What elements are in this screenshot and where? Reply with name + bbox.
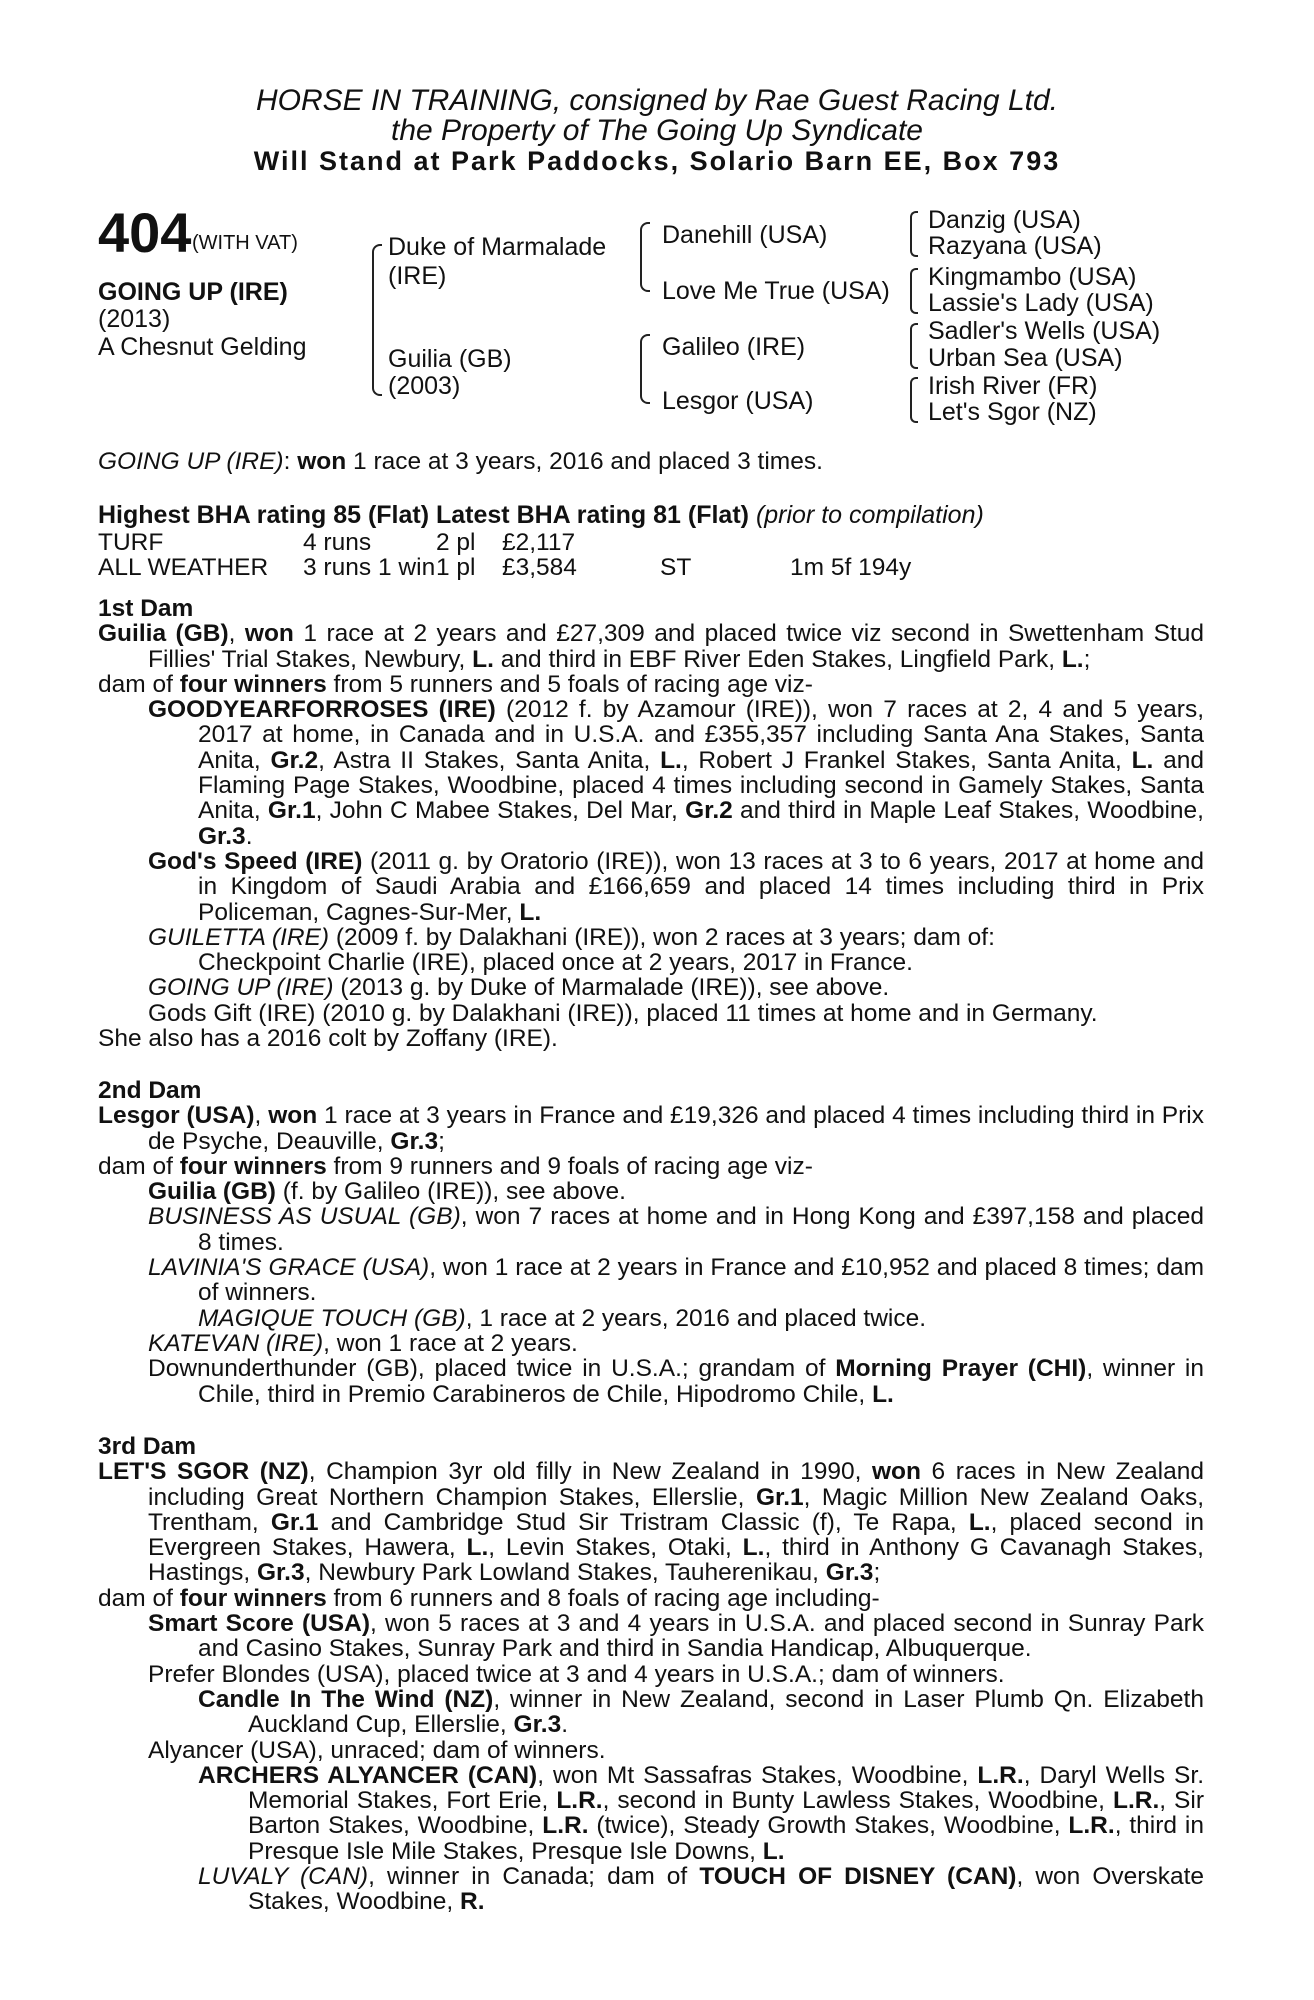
pedigree-bracket — [640, 222, 650, 292]
progeny-entry: Downunderthunder (GB), placed twice in U.S.A.; grandam of Morning Prayer (CHI), winner in Chile, third in Premio Carabineros de Chile, Hipodromo Chile, L. — [148, 1355, 1204, 1408]
progeny-entry: Guilia (GB) (f. by Galileo (IRE)), see above. — [148, 1178, 626, 1206]
progeny-entry: Alyancer (USA), unraced; dam of winners. — [148, 1736, 606, 1764]
dam-of-line: dam of four winners from 9 runners and 9 foals of racing age viz- — [98, 1152, 813, 1180]
progeny-entry: Smart Score (USA), won 5 races at 3 and 4 years in U.S.A. and placed second in Sunray Park and Casino Stakes, Sunray Park and third in Sandia Handicap, Albuquerque. — [148, 1610, 1205, 1663]
pedigree-bracket — [640, 334, 650, 404]
progeny-entry: Gods Gift (IRE) (2010 g. by Dalakhani (IRE)), placed 11 times at home and in Germany. — [148, 999, 1098, 1027]
dam-intro: Guilia (GB), won 1 race at 2 years and £27,309 and placed twice viz second in Swettenham Stud Fillies' Trial Stakes, Newbury, L. and third in EBF River Eden Stakes, Lingfield Park, L.; — [98, 620, 1204, 673]
progeny-entry: Checkpoint Charlie (IRE), placed once at 2 years, 2017 in France. — [198, 949, 913, 977]
pedigree-bracket — [910, 323, 918, 369]
pedigree-gg-2: Razyana (USA) — [928, 232, 1102, 260]
horse-name: GOING UP (IRE) — [98, 278, 288, 306]
pedigree-gg-8: Let's Sgor (NZ) — [928, 398, 1097, 426]
progeny-entry: LAVINIA'S GRACE (USA), won 1 race at 2 years in France and £10,952 and placed 8 times; dam of winners. — [148, 1254, 1204, 1307]
pedigree-dam-dam: Lesgor (USA) — [662, 387, 814, 415]
pedigree-sire-sire: Danehill (USA) — [662, 221, 828, 249]
pedigree-dam-year: (2003) — [388, 372, 461, 400]
pedigree-bracket — [910, 377, 918, 423]
summary-name: GOING UP (IRE) — [98, 448, 284, 475]
pedigree-bracket — [372, 244, 382, 396]
horse-year: (2013) — [98, 305, 171, 333]
table-row: TURF 4 runs 2 pl £2,117 — [98, 529, 576, 556]
pedigree-gg-4: Lassie's Lady (USA) — [928, 289, 1154, 317]
pedigree-sire-dam: Love Me True (USA) — [662, 277, 890, 305]
progeny-entry: LUVALY (CAN), winner in Canada; dam of TOUCH OF DISNEY (CAN), won Overskate Stakes, Woodbine, R. — [198, 1863, 1205, 1916]
horse-description: A Chesnut Gelding — [98, 333, 307, 361]
pedigree-gg-3: Kingmambo (USA) — [928, 263, 1137, 291]
progeny-entry: ARCHERS ALYANCER (CAN), won Mt Sassafras Stakes, Woodbine, L.R., Daryl Wells Sr. Memorial Stakes, Fort Erie, L.R., second in Bunty Lawless Stakes, Woodbine, L.R., Sir Barton Stakes, Woodbine, L.R. (twice), Steady Growth Stakes, Woodbine, L.R., third in Presque Isle Mile Stakes, Presque Isle Downs, L. — [198, 1761, 1205, 1865]
progeny-entry: God's Speed (IRE) (2011 g. by Oratorio (IRE)), won 13 races at 3 to 6 years, 2017 at home and in Kingdom of Saudi Arabia and £166,659 and placed 14 times including third in Prix Policeman, Cagnes-Sur-Mer, L. — [148, 847, 1204, 926]
race-record-table — [98, 530, 911, 580]
section-title: 2nd Dam — [98, 1077, 202, 1104]
vat-label: (WITH VAT) — [192, 232, 298, 254]
pedigree-dam-sire: Galileo (IRE) — [662, 333, 806, 361]
race-summary: GOING UP (IRE): won 1 race at 3 years, 2016 and placed 3 times. — [98, 448, 823, 475]
dam-intro: Lesgor (USA), won 1 race at 3 years in France and £19,326 and placed 4 times including third in Prix de Psyche, Deauville, Gr.3; — [98, 1102, 1204, 1155]
section-title: 3rd Dam — [98, 1433, 197, 1460]
progeny-entry: KATEVAN (IRE), won 1 race at 2 years. — [148, 1329, 578, 1357]
progeny-entry: MAGIQUE TOUCH (GB), 1 race at 2 years, 2016 and placed twice. — [198, 1304, 927, 1332]
header-consignor: HORSE IN TRAINING, consigned by Rae Guest Racing Ltd. — [256, 84, 1058, 117]
pedigree-gg-5: Sadler's Wells (USA) — [928, 317, 1161, 345]
first-dam-section — [98, 596, 1204, 1051]
dam-intro: LET'S SGOR (NZ), Champion 3yr old filly in New Zealand in 1990, won 6 races in New Zealand including Great Northern Champion Stakes, Ellerslie, Gr.1, Magic Million New Zealand Oaks, Trentham, Gr.1 and Cambridge Stud Sir Tristram Classic (f), Te Rapa, L., placed second in Evergreen Stakes, Hawera, L., Levin Stakes, Otaki, L., third in Anthony G Cavanagh Stakes, Hastings, Gr.3, Newbury Park Lowland Stakes, Tauherenikau, Gr.3; — [98, 1458, 1205, 1587]
progeny-entry: GOING UP (IRE) (2013 g. by Duke of Marmalade (IRE)), see above. — [148, 974, 890, 1002]
progeny-entry: GOODYEARFORROSES (IRE) (2012 f. by Azamour (IRE)), won 7 races at 2, 4 and 5 years, 2017 at home, in Canada and in U.S.A. and £355,357 including Santa Ana Stakes, Santa Anita, Gr.2, Astra II Stakes, Santa Anita, L., Robert J Frankel Stakes, Santa Anita, L. and Flaming Page Stakes, Woodbine, placed 4 times including second in Gamely Stakes, Santa Anita, Gr.1, John C Mabee Stakes, Del Mar, Gr.2 and third in Maple Leaf Stakes, Woodbine, Gr.3. — [148, 696, 1205, 850]
pedigree-bracket — [910, 268, 918, 314]
pedigree-sire: Duke of Marmalade — [388, 233, 607, 261]
header-property: the Property of The Going Up Syndicate — [391, 114, 923, 147]
pedigree-gg-6: Urban Sea (USA) — [928, 344, 1123, 372]
pedigree-gg-1: Danzig (USA) — [928, 206, 1081, 234]
pedigree-gg-7: Irish River (FR) — [928, 372, 1098, 400]
dam-of-line: dam of four winners from 5 runners and 5 foals of racing age viz- — [98, 670, 813, 698]
progeny-entry: GUILETTA (IRE) (2009 f. by Dalakhani (IRE)), won 2 races at 3 years; dam of: — [148, 923, 995, 951]
lot-number: 404 — [98, 201, 192, 264]
dam-of-line: dam of four winners from 6 runners and 8 foals of racing age including- — [98, 1584, 880, 1612]
table-row: ALL WEATHER 3 runs 1 win 1 pl £3,584 ST 1m 5f 194y — [98, 554, 912, 581]
bha-ratings: Highest BHA rating 85 (Flat) Latest BHA rating 81 (Flat) (prior to compilation) — [98, 501, 984, 529]
pedigree-dam: Guilia (GB) — [388, 345, 512, 373]
third-dam-section — [98, 1434, 1204, 1915]
progeny-entry: Candle In The Wind (NZ), winner in New Zealand, second in Laser Plumb Qn. Elizabeth Auckland Cup, Ellerslie, Gr.3. — [198, 1685, 1204, 1739]
pedigree-bracket — [910, 211, 918, 257]
progeny-note: She also has a 2016 colt by Zoffany (IRE). — [98, 1025, 558, 1053]
progeny-entry: Prefer Blondes (USA), placed twice at 3 and 4 years in U.S.A.; dam of winners. — [148, 1660, 1005, 1688]
section-title: 1st Dam — [98, 595, 194, 622]
pedigree-sire-origin: (IRE) — [388, 262, 447, 290]
second-dam-section — [98, 1078, 1204, 1407]
progeny-entry: BUSINESS AS USUAL (GB), won 7 races at home and in Hong Kong and £397,158 and placed 8 times. — [148, 1203, 1204, 1256]
header-location: Will Stand at Park Paddocks, Solario Barn EE, Box 793 — [253, 146, 1061, 176]
